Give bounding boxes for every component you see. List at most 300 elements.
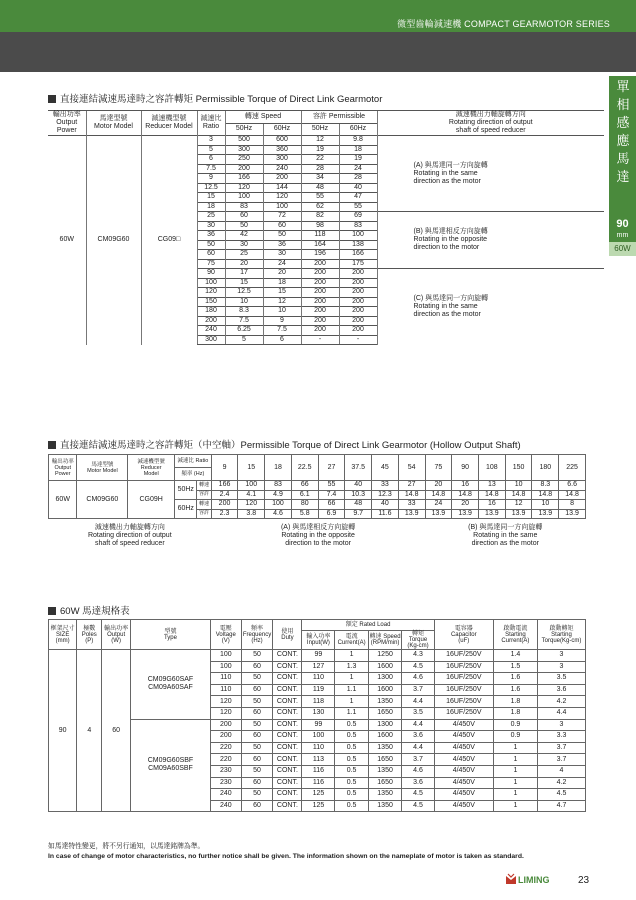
row-label-cell: 轉速 [197, 481, 211, 491]
speed-50-cell: 17 [225, 269, 263, 279]
torque-60-cell: 200 [339, 288, 377, 298]
torque-50-cell: 200 [301, 307, 339, 317]
torque-cell: 13.9 [398, 509, 425, 519]
torque-cell: 3.7 [402, 684, 434, 696]
torque-60-cell: 138 [339, 240, 377, 250]
torque-cell: 3.8 [238, 509, 265, 519]
voltage-cell: 100 [210, 650, 241, 662]
input-cell: 118 [302, 696, 335, 708]
frequency-cell: 50 [241, 765, 273, 777]
voltage-cell: 120 [210, 696, 241, 708]
speed-cell: 1350 [368, 742, 402, 754]
speed-cell: 8 [559, 500, 586, 510]
ratio-header-cell: 27 [318, 455, 345, 481]
speed-cell: 20 [452, 500, 479, 510]
capacitor-cell: 4/450V [434, 777, 493, 789]
motor-model-cell: CM09G60 [77, 481, 128, 519]
speed-cell: 66 [291, 481, 318, 491]
ratio-header-cell: 180 [532, 455, 559, 481]
speed-50-cell: 7.5 [225, 316, 263, 326]
header-50hz: 50Hz [225, 123, 263, 136]
start-current-cell: 1 [493, 800, 537, 812]
torque-50-cell: 98 [301, 221, 339, 231]
duty-cell: CONT. [273, 731, 302, 743]
torque-50-cell: 55 [301, 193, 339, 203]
current-cell: 0.5 [335, 765, 368, 777]
duty-cell: CONT. [273, 789, 302, 801]
ratio-cell: 60 [197, 250, 225, 260]
header-current: 電流 Current(A) [335, 631, 368, 650]
speed-cell: 80 [291, 500, 318, 510]
speed-cell: 10 [532, 500, 559, 510]
capacitor-cell: 4/450V [434, 765, 493, 777]
ratio-cell: 5 [197, 145, 225, 155]
speed-60-cell: 30 [263, 250, 301, 260]
torque-50-cell: 62 [301, 202, 339, 212]
start-torque-cell: 4.2 [538, 696, 586, 708]
input-cell: 99 [302, 719, 335, 731]
torque-60-cell: - [339, 335, 377, 345]
speed-cell: 100 [265, 500, 292, 510]
direction-cell: (A) 與馬達同一方向旋轉 Rotating in the same direction as the motor [377, 136, 604, 212]
ratio-header-cell: 90 [452, 455, 479, 481]
voltage-cell: 240 [210, 800, 241, 812]
ratio-header-cell: 54 [398, 455, 425, 481]
current-cell: 0.5 [335, 731, 368, 743]
torque-cell: 4.6 [402, 673, 434, 685]
speed-cell: 33 [398, 500, 425, 510]
side-tab [609, 76, 636, 256]
speed-60-cell: 144 [263, 183, 301, 193]
start-torque-cell: 3.7 [538, 742, 586, 754]
ratio-cell: 36 [197, 231, 225, 241]
row-label-cell: 容許 [197, 490, 211, 500]
header-row [49, 620, 586, 631]
direction-row [49, 519, 586, 553]
speed-cell: 1350 [368, 800, 402, 812]
header-poles: 極數 Poles (P) [77, 620, 102, 650]
speed-cell: 16 [479, 500, 506, 510]
torque-60-cell: 200 [339, 297, 377, 307]
torque-cell: 4.4 [402, 742, 434, 754]
speed-50-cell: 100 [225, 193, 263, 203]
header-torque: 轉矩 Torque (Kg-cm) [402, 631, 434, 650]
capacitor-cell: 4/450V [434, 742, 493, 754]
speed-cell: 24 [425, 500, 452, 510]
note-zh: 如馬達特性變更，將不另行通知，以馬達銘牌為準。 [48, 843, 205, 850]
frequency-cell: 50 [241, 789, 273, 801]
speed-50-cell: 166 [225, 174, 263, 184]
header-rotation: 減速機出力軸旋轉方向 Rotating direction of output shaft of speed reducer [377, 111, 604, 136]
start-torque-cell: 3 [538, 650, 586, 662]
direction-cell: (B) 與馬達同一方向旋轉 Rotating in the same direction as the motor [468, 523, 543, 547]
torque-50-cell: 200 [301, 278, 339, 288]
speed-60-cell: 20 [263, 269, 301, 279]
torque-cell: 14.8 [425, 490, 452, 500]
header-capacitor: 電容器 Capacitor (uF) [434, 620, 493, 650]
header-input: 輸入功率 Input(W) [302, 631, 335, 650]
capacitor-cell: 4/450V [434, 800, 493, 812]
header-ratio: 減速比 Ratio [175, 455, 212, 468]
row-label-cell: 轉速 [197, 500, 211, 510]
start-torque-cell: 3.3 [538, 731, 586, 743]
header-bar [0, 0, 636, 32]
torque-cell: 13.9 [479, 509, 506, 519]
direction-header: 減速機出力軸旋轉方向 Rotating direction of output shaft of speed reducer [87, 523, 172, 547]
output-power-cell: 60W [49, 481, 77, 519]
input-cell: 99 [302, 650, 335, 662]
speed-60-cell: 600 [263, 136, 301, 146]
ratio-header-cell: 150 [505, 455, 532, 481]
header-speed: 轉速 Speed [225, 111, 301, 124]
start-current-cell: 0.9 [493, 719, 537, 731]
torque-cell: 13.9 [425, 509, 452, 519]
section1-title-text: 直接連結減速馬達時之容許轉矩 Permissible Torque of Direct Link Gearmotor [60, 94, 383, 105]
torque-cell: 14.8 [479, 490, 506, 500]
section2-title [48, 437, 521, 451]
header-voltage: 電壓 Voltage (V) [210, 620, 241, 650]
frequency-cell: 60 [241, 661, 273, 673]
reducer-model-cell: CG09H [128, 481, 175, 519]
speed-50-cell: 8.3 [225, 307, 263, 317]
speed-50-cell: 10 [225, 297, 263, 307]
speed-50-cell: 200 [225, 164, 263, 174]
start-torque-cell: 3 [538, 661, 586, 673]
speed-60-cell: 120 [263, 193, 301, 203]
torque-cell: 4.6 [402, 765, 434, 777]
side-tab-size: 90 [616, 218, 629, 230]
input-cell: 116 [302, 765, 335, 777]
page-number: 23 [578, 875, 590, 886]
torque-60-cell: 47 [339, 193, 377, 203]
direction-cell: (B) 與馬達相反方向旋轉 Rotating in the opposite direction to the motor [377, 212, 604, 269]
frequency-cell: 50 [241, 696, 273, 708]
speed-50-cell: 15 [225, 278, 263, 288]
header-ratio: 減速比 Ratio [197, 111, 225, 136]
torque-cell: 13.9 [505, 509, 532, 519]
hz-cell: 60Hz [175, 500, 197, 519]
section2-title-text: 直接連結減速馬達時之容許轉矩（中空軸）Permissible Torque of Direct Link Gearmotor (Hollow Output Shaft) [60, 440, 521, 451]
torque-50-cell: 48 [301, 183, 339, 193]
table-motor-spec [48, 619, 586, 812]
speed-cell: 1650 [368, 754, 402, 766]
start-torque-cell: 4.7 [538, 800, 586, 812]
torque-50-cell: 200 [301, 326, 339, 336]
input-cell: 110 [302, 673, 335, 685]
torque-60-cell: 69 [339, 212, 377, 222]
row-label-cell: 容許 [197, 509, 211, 519]
torque-cell: 14.8 [398, 490, 425, 500]
brand-name: LIMING [518, 875, 550, 885]
torque-60-cell: 83 [339, 221, 377, 231]
ratio-cell: 100 [197, 278, 225, 288]
torque-cell: 13.9 [532, 509, 559, 519]
torque-60-cell: 200 [339, 316, 377, 326]
speed-60-cell: 24 [263, 259, 301, 269]
speed-cell: 12 [505, 500, 532, 510]
header-row [49, 455, 586, 468]
speed-cell: 83 [265, 481, 292, 491]
speed-50-cell: 20 [225, 259, 263, 269]
ratio-header-cell: 45 [372, 455, 399, 481]
ratio-cell: 120 [197, 288, 225, 298]
ratio-header-cell: 37.5 [345, 455, 372, 481]
torque-cell: 3.6 [402, 731, 434, 743]
torque-cell: 3.5 [402, 707, 434, 719]
current-cell: 1 [335, 650, 368, 662]
section3-title [48, 603, 130, 617]
start-torque-cell: 3.7 [538, 754, 586, 766]
current-cell: 0.5 [335, 742, 368, 754]
frequency-cell: 60 [241, 707, 273, 719]
ratio-cell: 180 [197, 307, 225, 317]
frequency-cell: 60 [241, 731, 273, 743]
duty-cell: CONT. [273, 673, 302, 685]
note-en: In case of change of motor characteristics, no further notice shall be given. The information shown on the nameplate of motor is taken as standard. [48, 853, 524, 860]
torque-cell: 3.6 [402, 777, 434, 789]
capacitor-cell: 4/450V [434, 789, 493, 801]
speed-50-cell: 25 [225, 250, 263, 260]
duty-cell: CONT. [273, 777, 302, 789]
start-torque-cell: 3 [538, 719, 586, 731]
ratio-cell: 300 [197, 335, 225, 345]
speed-cell: 1600 [368, 684, 402, 696]
frequency-cell: 60 [241, 754, 273, 766]
input-cell: 119 [302, 684, 335, 696]
start-current-cell: 1.6 [493, 673, 537, 685]
speed-60-cell: 36 [263, 240, 301, 250]
start-current-cell: 1 [493, 742, 537, 754]
type-cell: CM09G60SBF CM09A60SBF [131, 719, 211, 812]
ratio-header-cell: 75 [425, 455, 452, 481]
torque-60-cell: 175 [339, 259, 377, 269]
speed-50-cell: 42 [225, 231, 263, 241]
speed-cell: 6.6 [559, 481, 586, 491]
torque-50-cell: 200 [301, 297, 339, 307]
start-torque-cell: 4.4 [538, 707, 586, 719]
reducer-model-cell: CG09□ [141, 136, 197, 345]
frequency-cell: 50 [241, 650, 273, 662]
speed-60-cell: 7.5 [263, 326, 301, 336]
torque-cell: 12.3 [372, 490, 399, 500]
torque-cell: 4.5 [402, 661, 434, 673]
header-size: 框架尺寸 SIZE (mm) [49, 620, 77, 650]
header-50hz: 50Hz [301, 123, 339, 136]
voltage-cell: 220 [210, 742, 241, 754]
input-cell: 130 [302, 707, 335, 719]
header-hz: 頻率 (Hz) [175, 468, 212, 481]
speed-cell: 1350 [368, 696, 402, 708]
ratio-header-cell: 15 [238, 455, 265, 481]
start-current-cell: 1.8 [493, 696, 537, 708]
speed-cell: 200 [211, 500, 238, 510]
section1-title [48, 91, 382, 105]
torque-cell: 14.8 [559, 490, 586, 500]
ratio-cell: 200 [197, 316, 225, 326]
output-cell: 60 [102, 650, 131, 812]
frequency-cell: 50 [241, 742, 273, 754]
speed-cell: 33 [372, 481, 399, 491]
speed-50-cell: 6.25 [225, 326, 263, 336]
header-reducer-model: 減速機型號 Reducer Model [141, 111, 197, 136]
capacitor-cell: 16UF/250V [434, 707, 493, 719]
header-output-power: 輸出功率 Output Power [48, 111, 86, 136]
torque-50-cell: 200 [301, 269, 339, 279]
speed-cell: 27 [398, 481, 425, 491]
voltage-cell: 220 [210, 754, 241, 766]
duty-cell: CONT. [273, 754, 302, 766]
side-tab-power: 60W [609, 242, 636, 256]
speed-60-cell: 240 [263, 164, 301, 174]
ratio-cell: 15 [197, 193, 225, 203]
torque-50-cell: 22 [301, 155, 339, 165]
start-current-cell: 1 [493, 765, 537, 777]
torque-60-cell: 166 [339, 250, 377, 260]
speed-cell: 1600 [368, 661, 402, 673]
capacitor-cell: 16UF/250V [434, 661, 493, 673]
speed-50-cell: 12.5 [225, 288, 263, 298]
header-60hz: 60Hz [263, 123, 301, 136]
voltage-cell: 230 [210, 765, 241, 777]
current-cell: 1.1 [335, 707, 368, 719]
torque-cell: 6.1 [291, 490, 318, 500]
ratio-header-cell: 22.5 [291, 455, 318, 481]
table-hollow-shaft [48, 454, 586, 553]
frequency-cell: 50 [241, 719, 273, 731]
torque-cell: 14.8 [532, 490, 559, 500]
voltage-cell: 120 [210, 707, 241, 719]
side-tab-text: 單相感應馬達 [616, 79, 630, 184]
ratio-cell: 90 [197, 269, 225, 279]
output-power-cell: 60W [48, 136, 86, 345]
ratio-cell: 9 [197, 174, 225, 184]
speed-50-cell: 60 [225, 212, 263, 222]
torque-cell: 6.9 [318, 509, 345, 519]
header-reducer-model: 減速機型號 Reducer Model [128, 455, 175, 481]
torque-50-cell: 82 [301, 212, 339, 222]
ratio-cell: 12.5 [197, 183, 225, 193]
duty-cell: CONT. [273, 696, 302, 708]
frequency-cell: 50 [241, 673, 273, 685]
header-60hz: 60Hz [339, 123, 377, 136]
speed-60-cell: 360 [263, 145, 301, 155]
frequency-cell: 60 [241, 684, 273, 696]
speed-cell: 66 [318, 500, 345, 510]
speed-cell: 48 [345, 500, 372, 510]
ratio-header-cell: 108 [479, 455, 506, 481]
current-cell: 0.5 [335, 719, 368, 731]
table-row [49, 481, 586, 491]
frequency-cell: 60 [241, 800, 273, 812]
capacitor-cell: 16UF/250V [434, 696, 493, 708]
current-cell: 0.5 [335, 777, 368, 789]
duty-cell: CONT. [273, 707, 302, 719]
torque-cell: 4.1 [238, 490, 265, 500]
duty-cell: CONT. [273, 650, 302, 662]
start-torque-cell: 4.5 [538, 789, 586, 801]
header-type: 型號 Type [131, 620, 211, 650]
speed-50-cell: 30 [225, 240, 263, 250]
capacitor-cell: 4/450V [434, 754, 493, 766]
start-current-cell: 1.4 [493, 650, 537, 662]
duty-cell: CONT. [273, 684, 302, 696]
ratio-cell: 75 [197, 259, 225, 269]
speed-cell: 1350 [368, 765, 402, 777]
start-current-cell: 1.8 [493, 707, 537, 719]
speed-cell: 1350 [368, 789, 402, 801]
input-cell: 116 [302, 777, 335, 789]
torque-60-cell: 9.8 [339, 136, 377, 146]
speed-60-cell: 18 [263, 278, 301, 288]
speed-60-cell: 200 [263, 174, 301, 184]
header-rated-load: 額定 Rated Load [302, 620, 434, 631]
duty-cell: CONT. [273, 765, 302, 777]
torque-50-cell: 28 [301, 164, 339, 174]
bullet-square-icon [48, 95, 56, 103]
torque-60-cell: 18 [339, 145, 377, 155]
voltage-cell: 110 [210, 684, 241, 696]
capacitor-cell: 4/450V [434, 719, 493, 731]
input-cell: 125 [302, 789, 335, 801]
table-row [49, 650, 586, 662]
duty-cell: CONT. [273, 742, 302, 754]
speed-60-cell: 6 [263, 335, 301, 345]
speed-cell: 1300 [368, 719, 402, 731]
capacitor-cell: 16UF/250V [434, 650, 493, 662]
frequency-cell: 60 [241, 777, 273, 789]
header-band [0, 32, 636, 72]
torque-60-cell: 28 [339, 174, 377, 184]
speed-cell: 100 [238, 481, 265, 491]
header-start-torque: 啟動轉矩 Starting Torque(Kg-cm) [538, 620, 586, 650]
voltage-cell: 100 [210, 661, 241, 673]
header-motor-model: 馬達型號 Motor Model [77, 455, 128, 481]
capacitor-cell: 4/450V [434, 731, 493, 743]
torque-cell: 4.5 [402, 800, 434, 812]
torque-50-cell: 196 [301, 250, 339, 260]
ratio-cell: 25 [197, 212, 225, 222]
speed-cell: 166 [211, 481, 238, 491]
bullet-square-icon [48, 441, 56, 449]
speed-cell: 40 [372, 500, 399, 510]
type-cell: CM09G60SAF CM09A60SAF [131, 650, 211, 720]
current-cell: 0.5 [335, 789, 368, 801]
speed-cell: 55 [318, 481, 345, 491]
speed-cell: 1600 [368, 731, 402, 743]
header-frequency: 頻率 Frequency (Hz) [241, 620, 273, 650]
voltage-cell: 110 [210, 673, 241, 685]
current-cell: 1 [335, 673, 368, 685]
speed-50-cell: 5 [225, 335, 263, 345]
section3-title-text: 60W 馬達規格表 [60, 606, 130, 617]
torque-60-cell: 200 [339, 307, 377, 317]
table-direct-link [48, 110, 604, 345]
direction-cell: (C) 與馬達同一方向旋轉 Rotating in the same direction as the motor [377, 269, 604, 345]
torque-50-cell: 118 [301, 231, 339, 241]
start-torque-cell: 3.6 [538, 684, 586, 696]
direction-cell: (A) 與馬達相反方向旋轉 Rotating in the opposite direction to the motor [280, 523, 356, 547]
ratio-cell: 7.5 [197, 164, 225, 174]
voltage-cell: 200 [210, 731, 241, 743]
speed-50-cell: 500 [225, 136, 263, 146]
torque-cell: 5.8 [291, 509, 318, 519]
input-cell: 110 [302, 742, 335, 754]
header-output-power: 輸出功率 Output Power [49, 455, 77, 481]
poles-cell: 4 [77, 650, 102, 812]
current-cell: 1.3 [335, 661, 368, 673]
torque-cell: 4.4 [402, 696, 434, 708]
speed-60-cell: 60 [263, 221, 301, 231]
